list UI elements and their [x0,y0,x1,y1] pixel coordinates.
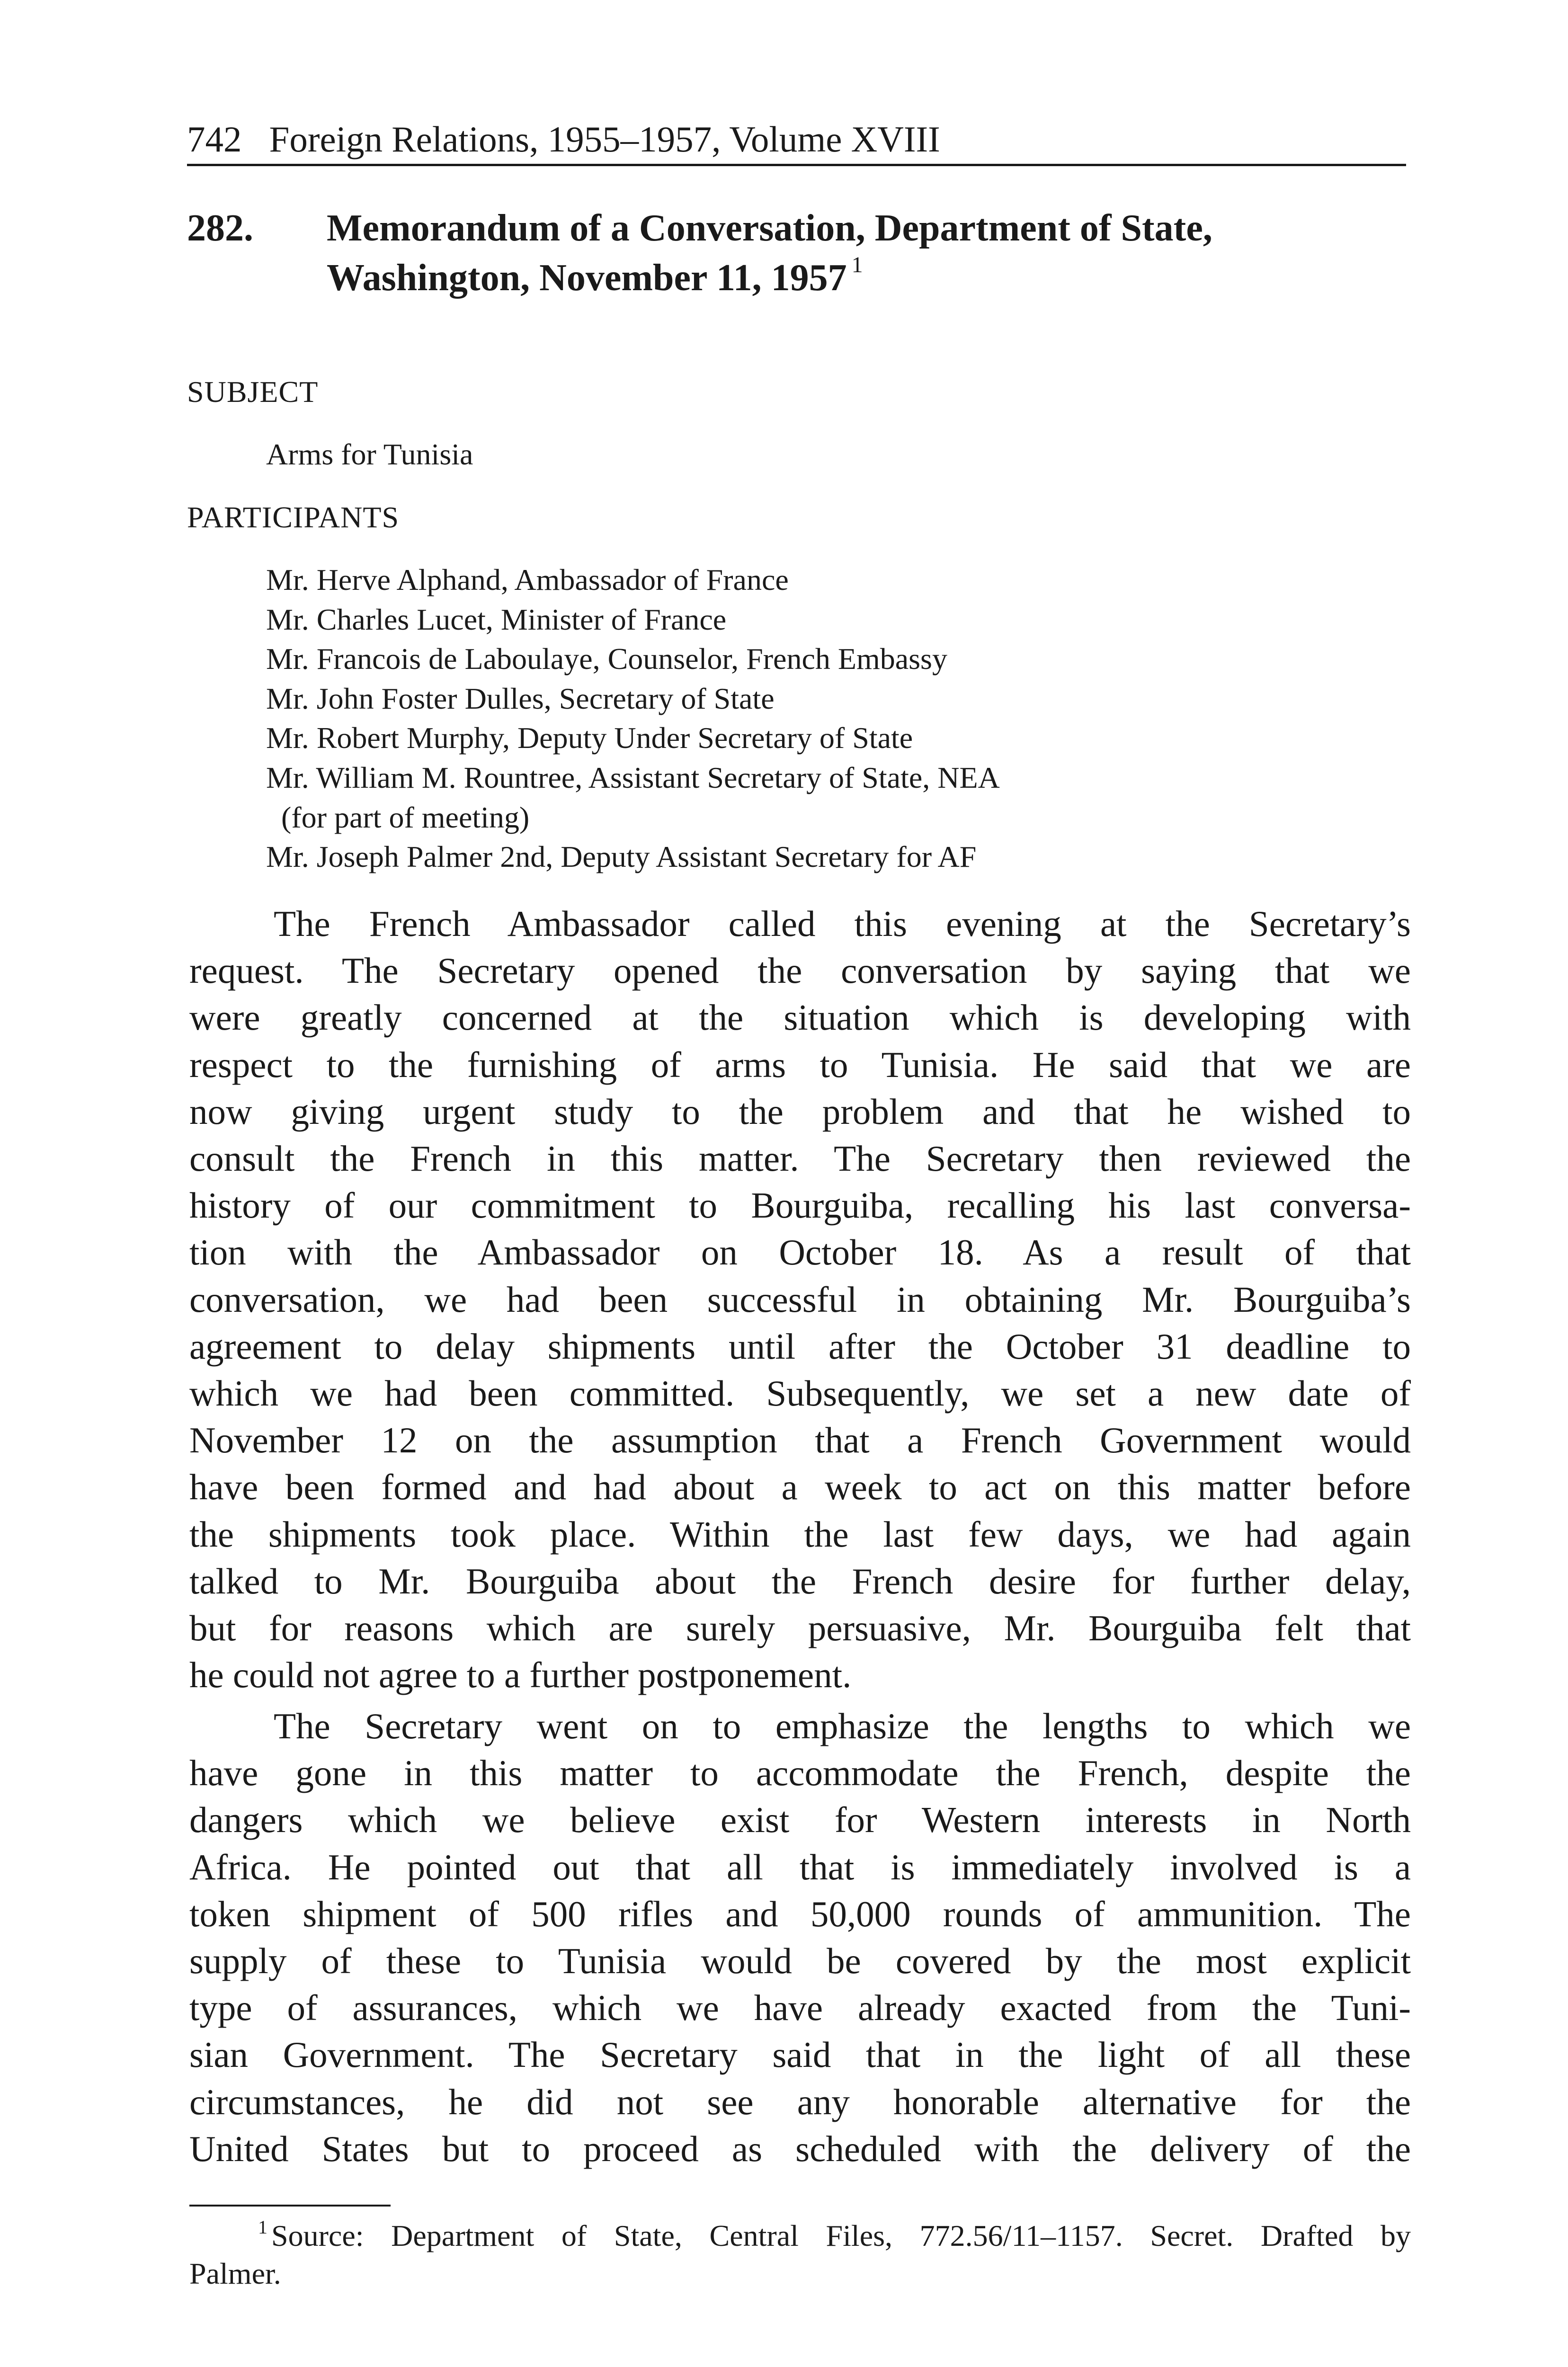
document-title-line-2 [327,253,1416,303]
paragraph-line: United States but to proceed as scheduled with the delivery of the [189,2128,1411,2169]
participant-item: Mr. Charles Lucet, Minister of France [266,602,727,636]
body-paragraph-2 [189,1703,1411,2172]
participant-item: Mr. Robert Murphy, Deputy Under Secretary of State [266,721,913,755]
paragraph-line: dangers which we believe exist for Western interests in North [189,1799,1411,1841]
paragraph-line: have gone in this matter to accommodate the French, despite the [189,1753,1411,1794]
running-header [187,117,1406,166]
participant-item: Mr. William M. Rountree, Assistant Secretary of State, NEA [266,760,1000,794]
paragraph-line: which we had been committed. Subsequently, we set a new date of [189,1373,1411,1414]
participant-item: Mr. Joseph Palmer 2nd, Deputy Assistant Secretary for AF [266,840,977,874]
paragraph-line: he could not agree to a further postponement. [189,1655,852,1696]
participant-note: (for part of meeting) [281,800,530,834]
paragraph-line: history of our commitment to Bourguiba, recalling his last conversa- [189,1185,1411,1226]
paragraph-line: Africa. He pointed out that all that is immediately involved is a [189,1846,1411,1887]
paragraph-line: agreement to delay shipments until after the October 31 deadline to [189,1326,1411,1367]
document-number: 282. [187,207,253,249]
paragraph-line: conversation, we had been successful in obtaining Mr. Bourguiba’s [189,1279,1411,1320]
participant-item: Mr. Francois de Laboulaye, Counselor, French Embassy [266,642,947,676]
participant-item: Mr. Herve Alphand, Ambassador of France [266,563,789,596]
paragraph-line: respect to the furnishing of arms to Tunisia. He said that we are [189,1044,1411,1085]
footnote-reference[interactable]: 1 [851,252,863,277]
paragraph-line: The French Ambassador called this evening at the Secretary’s [274,903,1411,944]
paragraph-line: The Secretary went on to emphasize the lengths to which we [274,1706,1411,1746]
participants-label: PARTICIPANTS [187,500,400,534]
participant-item: Mr. John Foster Dulles, Secretary of State [266,681,775,715]
subject-label: SUBJECT [187,375,319,409]
paragraph-line: talked to Mr. Bourguiba about the French desire for further delay, [189,1560,1411,1602]
paragraph-line: now giving urgent study to the problem and that he wished to [189,1091,1411,1132]
document-title [327,204,1416,303]
paragraph-line: request. The Secretary opened the conversation by saying that we [189,950,1411,991]
footnote-text: Source: Department of State, Central Files, 772.56/11–1157. Secret. Drafted by [271,2219,1411,2252]
page-number: 742 [187,119,242,160]
participants-list [266,560,1000,877]
subject-value: Arms for Tunisia [266,437,473,471]
footnote [189,2217,1411,2293]
paragraph-line: tion with the Ambassador on October 18. As a result of that [189,1232,1411,1273]
footnote-marker: 1 [258,2216,267,2238]
paragraph-line: but for reasons which are surely persuasive, Mr. Bourguiba felt that [189,1608,1411,1649]
paragraph-line: consult the French in this matter. The Secretary then reviewed the [189,1138,1411,1179]
paragraph-line: were greatly concerned at the situation which is developing with [189,997,1411,1038]
body-paragraph-1 [189,900,1411,1699]
footnote-divider [189,2205,391,2207]
footnote-line-2: Palmer. [189,2257,281,2290]
paragraph-line: circumstances, he did not see any honorable alternative for the [189,2081,1411,2122]
running-title: Foreign Relations, 1955–1957, Volume XVIII [269,119,940,160]
document-title-line-1: Memorandum of a Conversation, Department of State, [327,207,1212,249]
footnote-line-1 [189,2217,1411,2255]
paragraph-line: supply of these to Tunisia would be covered by the most explicit [189,1940,1411,1982]
document-title-line-2-text: Washington, November 11, 1957 [327,257,847,299]
paragraph-line: November 12 on the assumption that a French Government would [189,1420,1411,1461]
paragraph-line: sian Government. The Secretary said that in the light of all these [189,2034,1411,2075]
paragraph-line: have been formed and had about a week to act on this matter before [189,1467,1411,1508]
paragraph-line: type of assurances, which we have already exacted from the Tuni- [189,1987,1411,2029]
paragraph-line: token shipment of 500 rifles and 50,000 rounds of ammunition. The [189,1893,1411,1934]
paragraph-line: the shipments took place. Within the last few days, we had again [189,1513,1411,1555]
